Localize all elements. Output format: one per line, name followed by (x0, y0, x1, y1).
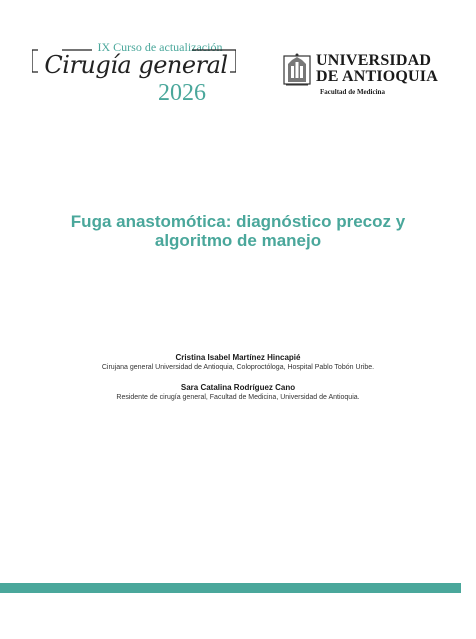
document-title (20, 212, 456, 250)
author-name: Sara Catalina Rodríguez Cano (180, 383, 296, 392)
university-faculty: Facultad de Medicina (320, 88, 385, 96)
course-subtitle: IX Curso de actualización (97, 40, 223, 54)
document-title-line2: algoritmo de manejo (154, 231, 322, 250)
course-logo (30, 40, 245, 106)
author-entry (40, 352, 436, 373)
university-seal-icon (282, 52, 312, 88)
author-name: Cristina Isabel Martínez Hincapié (175, 353, 301, 362)
course-year: 2026 (158, 80, 206, 106)
authors-list (40, 352, 436, 403)
author-affiliation: Residente de cirugía general, Facultad de Medicina, Universidad de Antioquia. (116, 394, 360, 401)
author-entry (40, 382, 436, 403)
footer-band (0, 583, 461, 593)
author-affiliation: Cirujana general Universidad de Antioquia, Coloproctóloga, Hospital Pablo Tobón Uribe. (101, 364, 375, 371)
course-name: Cirugía general (44, 51, 228, 79)
document-title-line1: Fuga anastomótica: diagnóstico precoz y (70, 212, 406, 231)
university-name-line2: DE ANTIOQUIA (316, 68, 438, 85)
university-name-line1: UNIVERSIDAD (316, 52, 432, 69)
university-logo (282, 50, 442, 100)
